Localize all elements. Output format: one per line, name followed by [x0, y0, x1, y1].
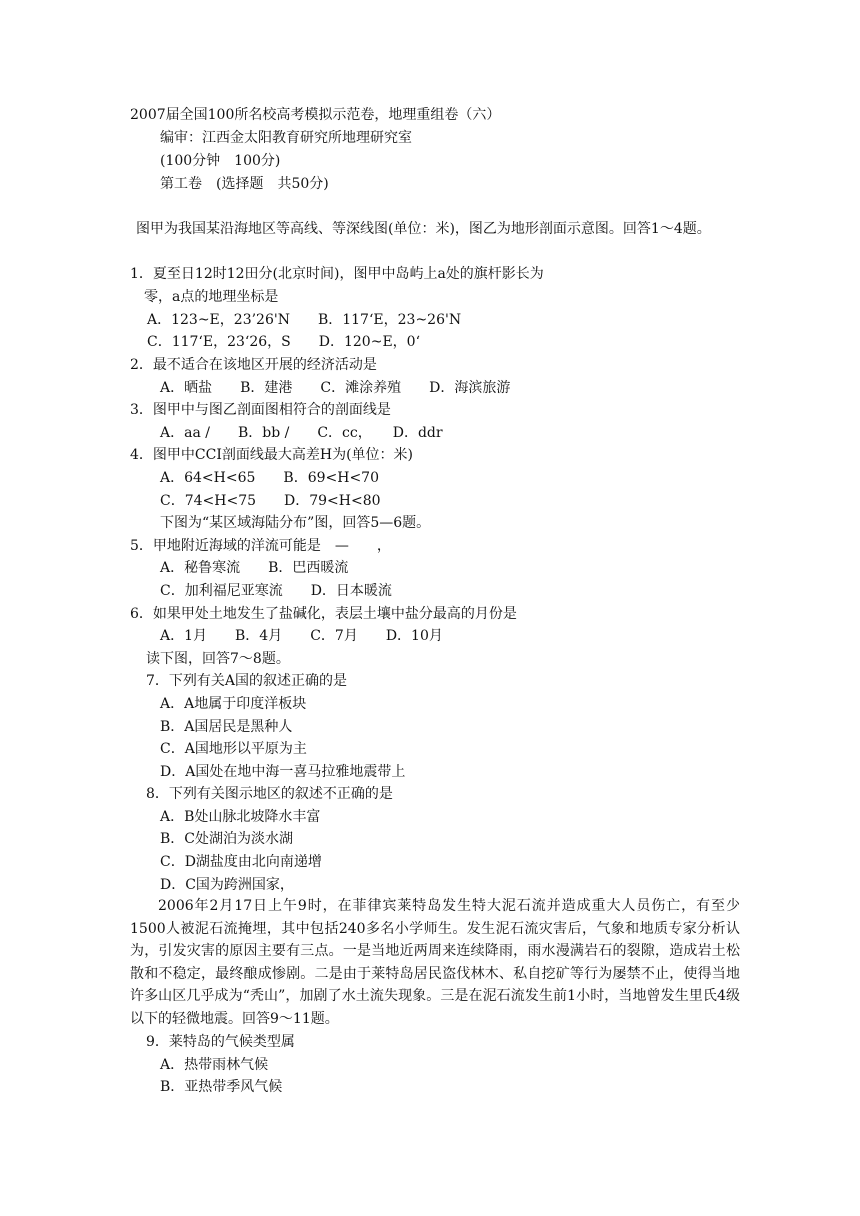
q7-stem: 7．下列有关A国的叙述正确的是 — [146, 673, 348, 689]
q5-options-cd: C．加利福尼亚寒流 D．日本暖流 — [160, 583, 392, 599]
q2-options: A．晒盐 B．建港 C．滩涂养殖 D．海滨旅游 — [160, 380, 511, 396]
passage-questions-9-11: 2006年2月17日上午9时，在菲律宾莱特岛发生特大泥石流并造成重大人员伤亡，有至少1500人被泥石流掩埋，其中包括240多名小学师生。发生泥石流灾害后，气象和地质专家分析认为，引发灾害的原因主要有三点。一是当地近两周来连续降雨，雨水漫满岩石的裂隙，造成岩土松散和不稳定，最终酿成惨剧。二是由于莱特岛居民盗伐林木、私自挖矿等行为屡禁不止，使得当地许多山区几乎成为“秃山”，加剧了水土流失现象。三是在泥石流发生前1小时，当地曾发生里氏4级以下的轻微地震。回答9～11题。 — [130, 898, 740, 1027]
intro-questions-5-6: 下图为“某区域海陆分布”图，回答5—6题。 — [160, 515, 431, 531]
section-heading: 第工卷 (选择题 共50分) — [160, 176, 329, 192]
q9-stem: 9．莱特岛的气候类型属 — [146, 1034, 295, 1050]
q2-stem: 2．最不适合在该地区开展的经济活动是 — [130, 357, 377, 373]
intro-questions-1-4: 图甲为我国某沿海地区等高线、等深线图(单位：米)，图乙为地形剖面示意图。回答1～4题。 — [136, 221, 711, 237]
q3-options: A．aa / B．bb / C．cc， D．ddr — [160, 425, 443, 441]
q1-stem: 1．夏至日12时12田分(北京时间)，图甲中岛屿上a处的旗杆影长为 — [130, 266, 544, 282]
q6-options: A．1月 B．4月 C．7月 D．10月 — [160, 628, 443, 644]
editor-line: 编审：江西金太阳教育研究所地理研究室 — [160, 130, 412, 146]
q6-stem: 6．如果甲处土地发生了盐碱化，表层土壤中盐分最高的月份是 — [130, 606, 517, 622]
q7-option-c: C．A国地形以平原为主 — [160, 741, 307, 757]
q8-option-a: A．B处山脉北坡降水丰富 — [160, 809, 321, 825]
intro-questions-7-8: 读下图，回答7～8题。 — [146, 651, 290, 667]
exam-title: 2007届全国100所名校高考模拟示范卷，地理重组卷（六） — [130, 107, 501, 123]
q8-option-d: D．C国为跨洲国家， — [160, 877, 294, 893]
q8-option-c: C．D湖盐度由北向南递增 — [160, 854, 322, 870]
q8-option-b: B．C处湖泊为淡水湖 — [160, 831, 293, 847]
q7-option-b: B．A国居民是黑种人 — [160, 719, 293, 735]
q1-stem-continued: 零，a点的地理坐标是 — [144, 289, 279, 305]
q4-stem: 4．图甲中CCI剖面线最大高差H为(单位：米) — [130, 447, 413, 463]
q8-stem: 8．下列有关图示地区的叙述不正确的是 — [146, 786, 393, 802]
q4-options-cd: C．74<H<75 D．79<H<80 — [160, 493, 381, 509]
q7-option-a: A．A地属于印度洋板块 — [160, 696, 307, 712]
q3-stem: 3．图甲中与图乙剖面图相符合的剖面线是 — [130, 402, 391, 418]
q4-options-ab: A．64<H<65 B．69<H<70 — [160, 470, 379, 486]
q5-stem: 5．甲地附近海域的洋流可能是 — ， — [130, 538, 391, 554]
q7-option-d: D．A国处在地中海一喜马拉雅地震带上 — [160, 764, 406, 780]
time-score-line: (100分钟 100分) — [160, 153, 281, 169]
q9-option-a: A．热带雨林气候 — [160, 1057, 269, 1073]
q9-option-b: B．亚热带季风气候 — [160, 1079, 283, 1095]
q1-options-ab: A．123~E，23’26'N B．117‘E，23~26'N — [147, 312, 462, 328]
q5-options-ab: A．秘鲁寒流 B．巴西暖流 — [160, 560, 349, 576]
q1-options-cd: C．117‘E，23‘26，S D．120~E，0‘ — [147, 334, 421, 350]
